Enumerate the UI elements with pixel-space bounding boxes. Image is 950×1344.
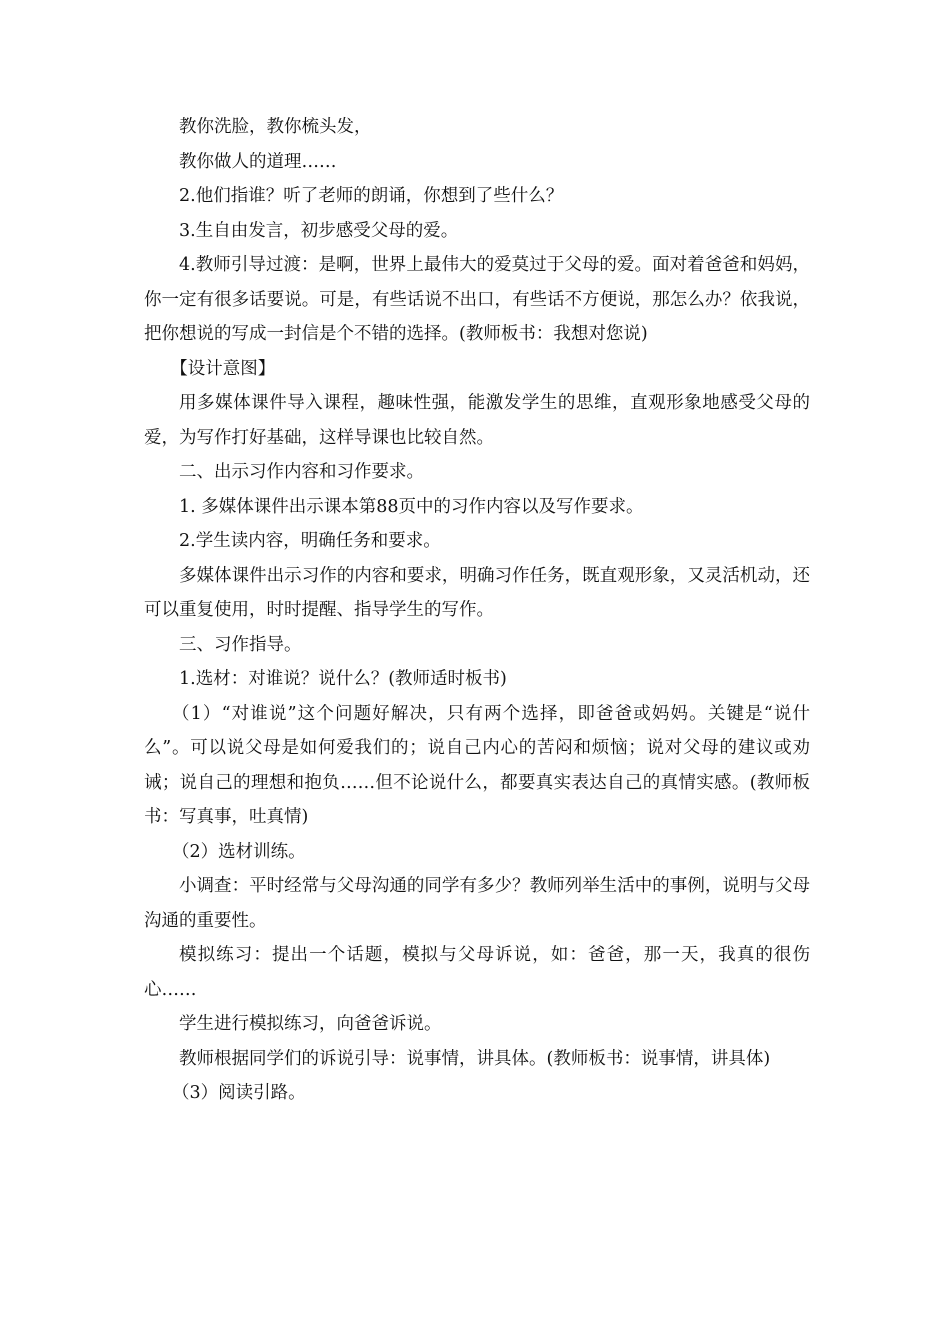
document-body	[144, 110, 810, 1111]
design-intent-text: 用多媒体课件导入课程，趣味性强，能激发学生的思维，直观形象地感受父母的爱，为写作打好基础，这样导课也比较自然。	[144, 393, 810, 448]
step-3-discussion: 3.生自由发言，初步感受父母的爱。	[179, 220, 459, 241]
section-3-heading: 三、习作指导。	[179, 634, 302, 655]
teacher-guidance-paragraph: 教师根据同学们的诉说引导：说事情，讲具体。(教师板书：说事情，讲具体)	[179, 1048, 771, 1069]
section-2-item-2: 2.学生读内容，明确任务和要求。	[179, 531, 441, 551]
section-3-subitem-3: （3）阅读引路。	[172, 1083, 306, 1103]
section-3-item-1: 1.选材：对谁说？说什么？(教师适时板书)	[179, 669, 507, 689]
step-2-question: 2.他们指谁？听了老师的朗诵，你想到了些什么？	[179, 186, 564, 206]
section-2-note: 多媒体课件出示习作的内容和要求，明确习作任务，既直观形象，又灵活机动，还可以重复使用，时时提醒、指导学生的写作。	[144, 565, 810, 620]
design-intent-heading: 【设计意图】	[170, 358, 276, 379]
step-4-transition: 4.教师引导过渡：是啊，世界上最伟大的爱莫过于父母的爱。面对着爸爸和妈妈，你一定有很多话要说。可是，有些话说不出口，有些话不方便说，那怎么办？依我说，把你想说的写成一封信是个不错的选择。(教师板书：我想对您说)	[144, 255, 810, 344]
section-3-subitem-2: （2）选材训练。	[172, 841, 306, 862]
student-practice-paragraph: 学生进行模拟练习，向爸爸诉说。	[179, 1014, 442, 1034]
poem-line-2: 教你做人的道理……	[179, 151, 337, 172]
simulation-paragraph: 模拟练习：提出一个话题，模拟与父母诉说，如：爸爸，那一天，我真的很伤心……	[144, 945, 810, 1000]
survey-paragraph: 小调查：平时经常与父母沟通的同学有多少？教师列举生活中的事例，说明与父母沟通的重要性。	[144, 876, 810, 931]
section-2-heading: 二、出示习作内容和习作要求。	[179, 462, 424, 482]
section-3-subitem-1: （1）“对谁说”这个问题好解决，只有两个选择，即爸爸或妈妈。关键是“说什么”。可以说父母是如何爱我们的；说自己内心的苦闷和烦恼；说对父母的建议或劝诫；说自己的理想和抱负……但不论说什么，都要真实表达自己的真情实感。(教师板书：写真事，吐真情)	[144, 703, 810, 827]
poem-line-1: 教你洗脸，教你梳头发，	[179, 117, 372, 137]
section-2-item-1: 1. 多媒体课件出示课本第88页中的习作内容以及写作要求。	[179, 496, 644, 517]
